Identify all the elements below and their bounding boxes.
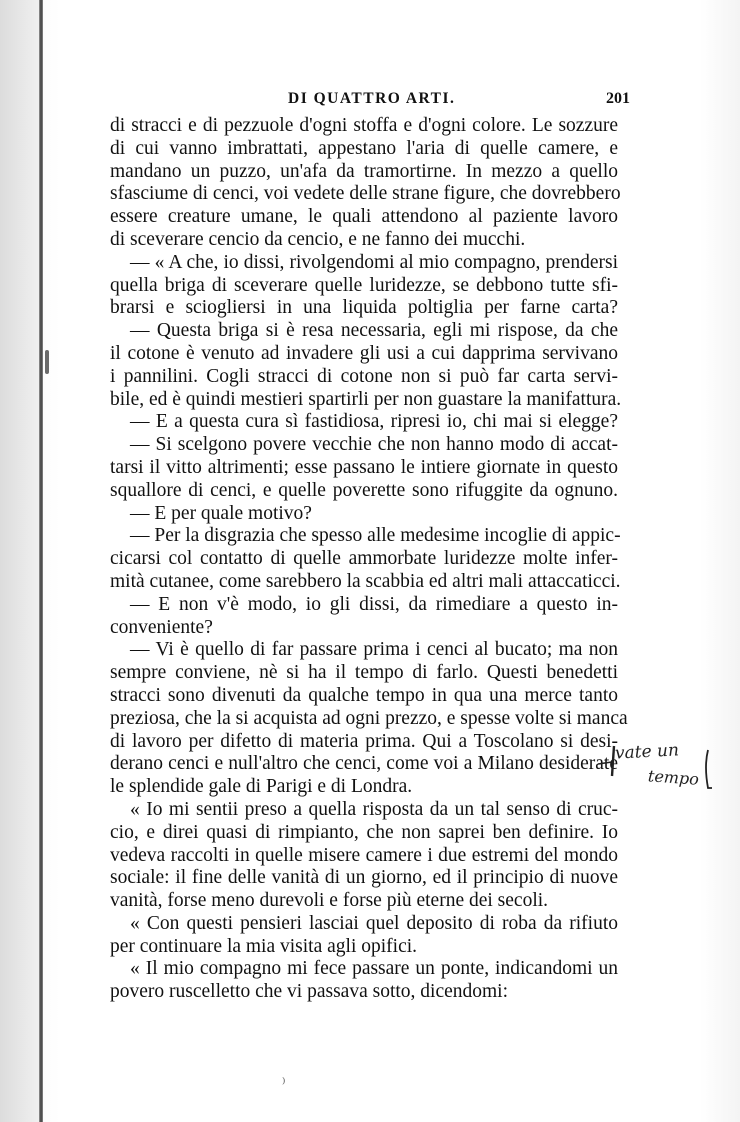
annotation-text-2: tempo: [647, 766, 700, 789]
text-line: brarsi e sciogliersi in una liquida poltiglia per farne carta?: [110, 297, 618, 319]
text-line: — Si scelgono povere vecchie che non hanno modo di accat-: [130, 434, 618, 456]
running-title: DI QUATTRO ARTI.: [288, 90, 456, 107]
text-line: derano cenci e null'altro che cenci, come voi a Milano desiderate: [110, 753, 618, 775]
text-line: essere creature umane, le quali attendono al paziente lavoro: [110, 206, 618, 228]
text-line: di sceverare cencio da cencio, e ne fanno dei mucchi.: [110, 228, 526, 250]
text-line: preziosa, che la si acquista ad ogni prezzo, e spesse volte si manca: [110, 707, 628, 729]
text-line: — E a questa cura sì fastidiosa, ripresi io, chi mai si elegge?: [130, 411, 618, 433]
text-line: — Questa briga si è resa necessaria, egli mi rispose, da che: [130, 320, 618, 342]
page-binding-edge: [39, 0, 43, 1122]
text-line: « Con questi pensieri lasciai quel deposito di roba da rifiuto: [130, 912, 618, 934]
text-line: di stracci e di pezzuole d'ogni stoffa e d'ogni colore. Le sozzure: [110, 115, 618, 136]
page-gutter-shadow: [0, 0, 39, 1122]
text-line: conveniente?: [110, 616, 213, 638]
text-line: cio, e direi quasi di rimpianto, che non saprei ben definire. Io: [110, 821, 618, 843]
text-line: — « A che, io dissi, rivolgendomi al mio compagno, prendersi: [130, 251, 618, 273]
text-line: per continuare la mia visita agli opifici.: [110, 935, 418, 957]
text-line: — E per quale motivo?: [130, 502, 312, 524]
text-line: il cotone è venuto ad invadere gli usi a cui dapprima servivano: [110, 342, 618, 364]
text-line: bile, ed è quindi mestieri spartirli per non guastare la manifattura.: [110, 388, 622, 410]
text-line: mità cutanee, come sarebbero la scabbia ed altri mali attaccaticci.: [110, 570, 621, 592]
text-line: vanità, forse meno durevoli e forse più eterne dei secoli.: [110, 890, 549, 912]
smudge-mark: ⁾: [282, 1077, 286, 1092]
text-line: stracci sono divenuti da qualche tempo in qua una merce tanto: [110, 684, 618, 706]
text-line: — E non v'è modo, io gli dissi, da rimediare a questo in-: [130, 593, 618, 615]
binding-mark: [45, 350, 49, 374]
text-line: i pannilini. Cogli stracci di cotone non si può far carta servi-: [110, 365, 618, 387]
text-line: sociale: il fine delle vanità di un giorno, ed il principio di nuove: [110, 867, 618, 889]
text-line: — Per la disgrazia che spesso alle medesime incoglie di appic-: [130, 525, 621, 547]
text-line: di cui vanno imbrattati, appestano l'aria di quelle camere, e: [110, 137, 618, 159]
text-line: sfasciume di cenci, voi vedete delle strane figure, che dovrebbero: [110, 183, 621, 205]
page-header: [110, 90, 630, 112]
text-line: « Io mi sentii preso a quella risposta da un tal senso di cruc-: [130, 798, 618, 820]
text-line: le splendide gale di Parigi e di Londra.: [110, 776, 413, 798]
text-line: di lavoro per difetto di materia prima. Qui a Toscolano si desi-: [110, 730, 618, 752]
text-line: mandano un puzzo, un'afa da tramortirne. In mezzo a quello: [110, 160, 618, 182]
text-line: — Vi è quello di far passare prima i cenci al bucato; ma non: [130, 639, 618, 661]
text-line: squallore di cenci, e quelle poverette sono rifuggite da ognuno.: [110, 479, 618, 501]
body-text: [110, 115, 628, 1004]
text-line: povero ruscelletto che vi passava sotto, dicendomi:: [110, 981, 509, 1003]
text-line: quella briga di sceverare quelle luridezze, se debbono tutte sfi-: [110, 274, 618, 296]
text-line: tarsi il vitto altrimenti; esse passano le intiere giornate in questo: [110, 456, 618, 478]
text-line: vedeva raccolti in quelle misere camere i due estremi del mondo: [110, 844, 618, 866]
annotation-text-1: vate un: [614, 740, 680, 764]
text-line: cicarsi col contatto di quelle ammorbate luridezze molte infer-: [110, 548, 618, 570]
text-line: sempre conviene, nè si ha il tempo di farlo. Questi benedetti: [110, 662, 618, 684]
text-line: « Il mio compagno mi fece passare un ponte, indicandomi un: [130, 958, 618, 980]
page-number: 201: [606, 90, 630, 107]
